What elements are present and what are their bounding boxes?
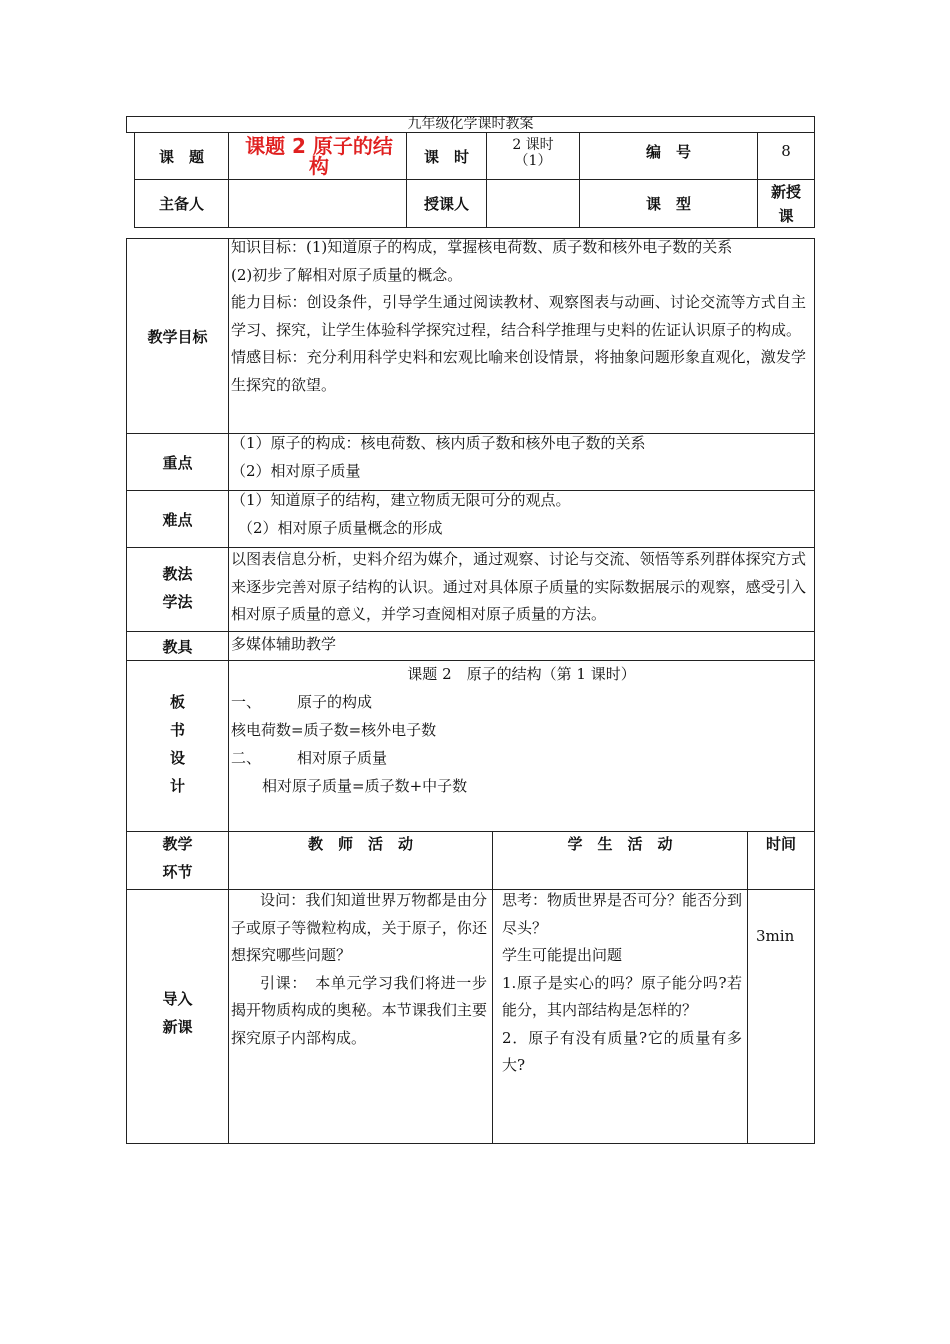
methods-label-2: 学法 — [162, 593, 193, 611]
time-header: 时间 — [765, 835, 796, 853]
period-value-line2: （1） — [514, 153, 552, 169]
type-value — [764, 180, 808, 227]
period-value — [487, 137, 579, 177]
intro-teacher-activity — [231, 887, 487, 1052]
type-label: 课 型 — [645, 195, 691, 213]
goals-line-3: 能力目标：创设条件，引导学生通过阅读教材、观察图表与动画、讨论交流等方式自主学习、探究，让学生体验科学探究过程，结合科学推理与史料的佐证认识原子的构成。 — [231, 293, 806, 339]
student-activity-header: 学 生 活 动 — [567, 835, 673, 853]
board-item-1-text: 原子的构成 — [297, 693, 373, 711]
board-item-2-text: 相对原子质量 — [297, 749, 388, 767]
goals-content — [231, 234, 806, 399]
key-point-1: （1）原子的构成：核电荷数、核内质子数和核外电子数的关系 — [231, 434, 646, 452]
board-item-2 — [229, 744, 814, 772]
intro-stage — [127, 985, 228, 1041]
intro-teacher-lead: 引课： 本单元学习我们将进一步揭开物质构成的奥秘。本节课我们主要探究原子内部构成。 — [231, 973, 487, 1047]
goals-line-4: 情感目标：充分利用科学史料和宏观比喻来创设情景，将抽象问题形象直观化，激发学生探究的欲望。 — [231, 348, 806, 394]
stage-header — [127, 830, 228, 886]
board-formula-1: 核电荷数=质子数=核外电子数 — [231, 721, 437, 739]
methods-label — [127, 560, 228, 616]
type-value-text: 新授课 — [770, 182, 801, 225]
difficulty-1: （1）知道原子的结构，建立物质无限可分的观点。 — [231, 491, 571, 509]
key-points-content — [231, 430, 806, 485]
methods-content: 以图表信息分析，史料介绍为媒介，通过观察、讨论与交流、领悟等系列群体探究方式来逐步完善对原子结构的认识。通过对具体原子质量的实际数据展示的观察，感受引入相对原子质量的意义，并学习查阅相对原子质量的方法。 — [231, 550, 806, 623]
key-points-label: 重点 — [162, 453, 193, 472]
document-title: 九年级化学课时教案 — [407, 116, 534, 132]
goals-label: 教学目标 — [147, 327, 208, 346]
difficulties-label: 难点 — [162, 510, 193, 529]
topic-label: 课 题 — [158, 147, 204, 166]
intro-student-line-1: 思考：物质世界是否可分？能否分到尽头？ — [502, 891, 743, 937]
teacher-label: 授课人 — [423, 195, 469, 213]
intro-student-line-4: 2．原子有没有质量?它的质量有多大? — [502, 1028, 742, 1074]
topic-value-text: 课题 2 原子的结构 — [245, 134, 393, 178]
intro-student-line-2: 学生可能提出问题 — [502, 946, 623, 964]
period-value-line1: 2 课时 — [512, 137, 554, 153]
board-label-char-1: 板 — [169, 693, 185, 711]
methods-label-1: 教法 — [162, 565, 193, 583]
intro-time: 3min — [756, 927, 795, 945]
tools-content: 多媒体辅助教学 — [231, 635, 337, 653]
difficulties-content — [231, 487, 806, 542]
teacher-value — [487, 180, 579, 227]
preparer-value — [229, 180, 406, 227]
board-label-char-3: 设 — [169, 749, 185, 767]
board-label-char-2: 书 — [169, 721, 185, 739]
stage-header-1: 教学 — [162, 835, 193, 853]
key-point-2: （2）相对原子质量 — [231, 461, 361, 480]
board-item-1-num: 一、 — [231, 693, 262, 711]
board-label — [127, 688, 228, 800]
goals-line-1: 知识目标：(1)知道原子的构成，掌握核电荷数、质子数和核外电子数的关系 — [231, 238, 733, 256]
board-item-1 — [229, 688, 814, 716]
stage-header-2: 环节 — [162, 863, 193, 881]
preparer-label: 主备人 — [158, 195, 204, 213]
intro-stage-1: 导入 — [162, 990, 193, 1008]
number-value: 8 — [781, 142, 791, 160]
board-title: 课题 2 原子的结构（第 1 课时） — [407, 665, 636, 683]
goals-line-2: (2)初步了解相对原子质量的概念。 — [231, 265, 463, 284]
intro-student-activity — [502, 887, 742, 1080]
number-label: 编 号 — [645, 142, 691, 161]
intro-student-line-3: 1.原子是实心的吗？原子能分吗?若能分，其内部结构是怎样的？ — [502, 973, 742, 1019]
board-content — [229, 660, 814, 800]
board-item-2-num: 二、 — [231, 749, 262, 767]
intro-stage-2: 新课 — [162, 1018, 193, 1036]
tools-label: 教具 — [162, 637, 193, 656]
intro-teacher-question: 设问：我们知道世界万物都是由分子或原子等微粒构成，关于原子，你还想探究哪些问题？ — [231, 891, 487, 964]
topic-value — [236, 136, 402, 178]
board-label-char-4: 计 — [169, 777, 185, 795]
period-label: 课 时 — [423, 147, 469, 166]
teacher-activity-header: 教 师 活 动 — [307, 835, 413, 853]
board-formula-2: 相对原子质量=质子数+中子数 — [262, 777, 468, 795]
difficulty-2: （2）相对原子质量概念的形成 — [238, 518, 443, 537]
